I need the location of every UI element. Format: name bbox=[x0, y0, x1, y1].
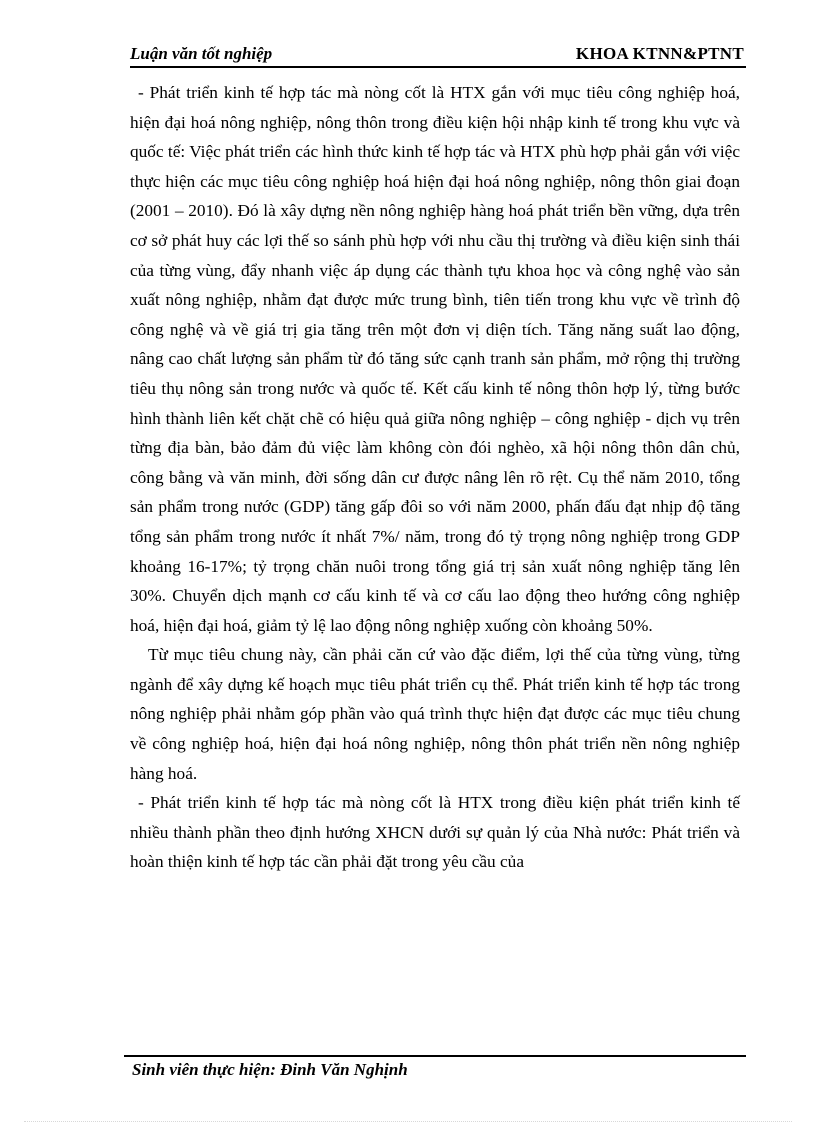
footer-divider bbox=[124, 1055, 746, 1057]
paragraph-multi-sector-economy: - Phát triển kinh tế hợp tác mà nòng cốt là HTX trong điều kiện phát triển kinh tế nhiều thành phần theo định hướng XHCN dưới sự quản lý của Nhà nước: Phát triển và hoàn thiện kinh tế hợp tác cần phải đặt trong yêu cầu của bbox=[130, 793, 740, 872]
paragraph-general-objectives: Từ mục tiêu chung này, cần phải căn cứ vào đặc điểm, lợi thế của từng vùng, từng ngành để xây dựng kế hoạch mục tiêu phát triển cụ thể. Phát triển kinh tế hợp tác trong nông nghiệp phải nhằm góp phần vào quá trình thực hiện đạt được các mục tiêu chung về công nghiệp hoá, hiện đại hoá nông nghiệp, nông thôn phát triển nền nông nghiệp hàng hoá. bbox=[130, 645, 740, 783]
page-header bbox=[130, 44, 746, 68]
page-bottom-edge bbox=[24, 1121, 792, 1122]
body-text bbox=[130, 78, 740, 877]
faculty-label: KHOA KTNN&PTNT bbox=[575, 44, 744, 63]
paragraph-cooperative-industrialization: - Phát triển kinh tế hợp tác mà nòng cốt là HTX gắn với mục tiêu công nghiệp hoá, hiện đại hoá nông nghiệp, nông thôn trong điều kiện hội nhập kinh tế trong khu vực và quốc tế: Việc phát triển các hình thức kinh tế hợp tác và HTX phù hợp phải gắn với việc thực hiện các mục tiêu công nghiệp hoá hiện đại hoá nông nghiệp, nông thôn giai đoạn (2001 – 2010). Đó là xây dựng nền nông nghiệp hàng hoá phát triển bền vững, dựa trên cơ sở phát huy các lợi thế so sánh phù hợp với nhu cầu thị trường và điều kiện sinh thái của từng vùng, đẩy nhanh việc áp dụng các thành tựu khoa học và công nghệ vào sản xuất nông nghiệp, nhằm đạt được mức trung bình, tiên tiến trong khu vực về trình độ công nghệ và về giá trị gia tăng trên một đơn vị diện tích. Tăng năng suất lao động, nâng cao chất lượng sản phẩm từ đó tăng sức cạnh tranh sản phẩm, mở rộng thị trường tiêu thụ nông sản trong nước và quốc tế. Kết cấu kinh tế nông thôn hợp lý, từng bước hình thành liên kết chặt chẽ có hiệu quả giữa nông nghiệp – công nghiệp - dịch vụ trên từng địa bàn, bảo đảm đủ việc làm không còn đói nghèo, xã hội nông thôn dân chủ, công bằng và văn minh, đời sống dân cư được nâng lên rõ rệt. Cụ thể năm 2010, tổng sản phẩm trong nước (GDP) tăng gấp đôi so với năm 2000, phấn đấu đạt nhịp độ tăng tổng sản phẩm trong nước ít nhất 7%/ năm, trong đó tỷ trọng nông nghiệp trong GDP khoảng 16-17%; tỷ trọng chăn nuôi trong tổng giá trị sản xuất nông nghiệp tăng lên 30%. Chuyển dịch mạnh cơ cấu kinh tế và cơ cấu lao động theo hướng công nghiệp hoá, hiện đại hoá, giảm tỷ lệ lao động nông nghiệp xuống còn khoảng 50%. bbox=[130, 83, 740, 635]
thesis-label: Luận văn tốt nghiệp bbox=[130, 44, 273, 63]
footer-author: Sinh viên thực hiện: Đinh Văn Nghịnh bbox=[132, 1060, 408, 1079]
